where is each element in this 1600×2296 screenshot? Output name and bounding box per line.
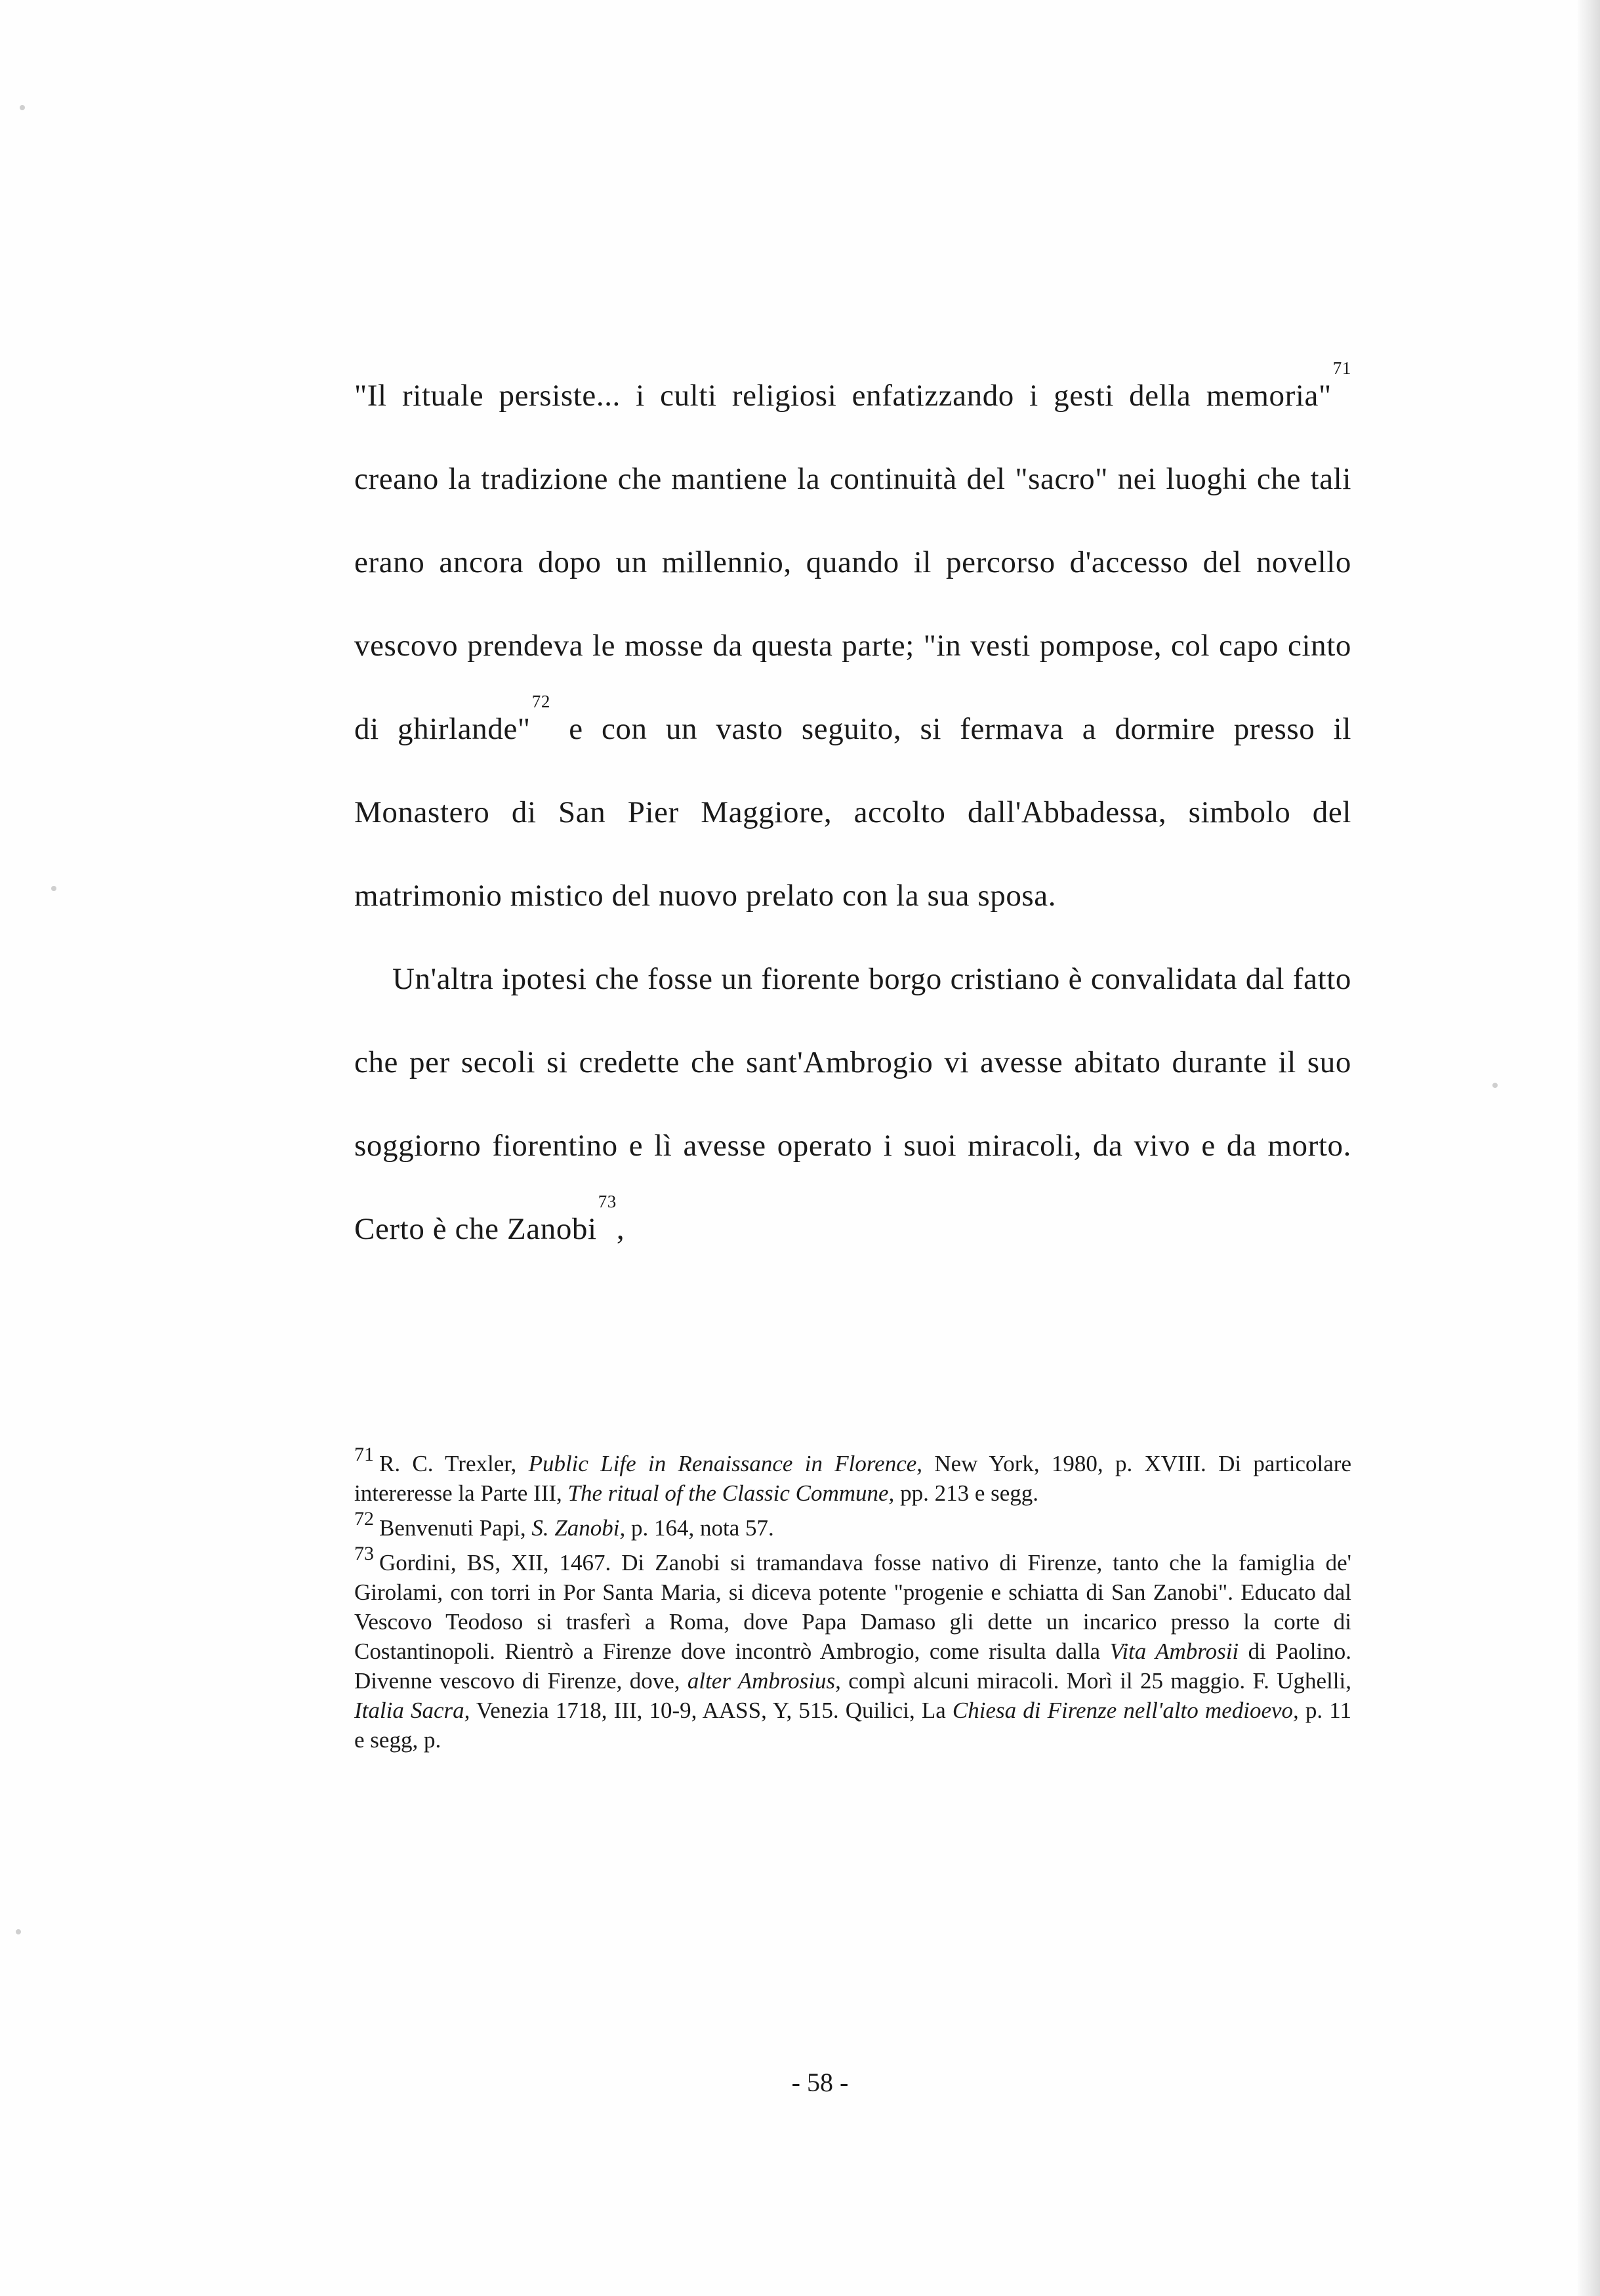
footnote-text: Benvenuti Papi, bbox=[379, 1515, 532, 1541]
paragraph-1 bbox=[354, 354, 1351, 938]
paragraph-2 bbox=[354, 938, 1351, 1271]
footnote-71 bbox=[354, 1444, 1351, 1508]
footnote-72 bbox=[354, 1508, 1351, 1543]
footnote-italic-title: Public Life in Renaissance in Florence, bbox=[528, 1451, 923, 1476]
footnote-italic-title: Italia Sacra, bbox=[354, 1698, 470, 1723]
page-number: - 58 - bbox=[791, 2068, 849, 2097]
footnote-text: R. C. Trexler, bbox=[379, 1451, 529, 1476]
paper-speck bbox=[1492, 1083, 1498, 1088]
footnote-text: p. 164, nota 57. bbox=[625, 1515, 774, 1541]
paragraph-2-text-a: Un'altra ipotesi che fosse un fiorente borgo cristiano è convalidata dal fatto che per secoli si credette che sant'Ambrogio vi avesse abitato durante il suo soggiorno fiorentino e lì avesse operato i suoi miracoli, da vivo e da morto. Certo è che Zanobi bbox=[354, 962, 1351, 1246]
footnote-italic-title: Vita Ambrosii bbox=[1109, 1639, 1239, 1664]
footnote-text: Gordini, BS, XII, 1467. Di Zanobi si tramandava fosse nativo di Firenze, tanto che la famiglia de' Girolami, con torri in Por Santa Maria, si diceva potente "progenie e schiatta di San Zanobi". Educato dal Vescovo Teodoso si trasferì a Roma, dove Papa Damaso gli dette un incarico presso la corte di Costantinopoli. Rientrò a Firenze dove incontrò Ambrogio, come risulta dalla bbox=[354, 1550, 1351, 1664]
paper-speck bbox=[51, 886, 56, 891]
paragraph-1-text-a: "Il rituale persiste... i culti religiosi enfatizzando i gesti della memoria" bbox=[354, 379, 1332, 413]
footnote-text: pp. 213 e segg. bbox=[894, 1480, 1039, 1506]
footnote-italic-title: The ritual of the Classic Commune, bbox=[567, 1480, 895, 1506]
body-text bbox=[354, 354, 1351, 1271]
footnote-text: New York, 1980, p. XVIII. Di particolare intereresse la Parte III, bbox=[354, 1451, 1351, 1506]
footnotes-section bbox=[354, 1444, 1352, 1760]
footnote-ref-71[interactable]: 71 bbox=[1332, 358, 1351, 378]
footnote-text: p. 11 e segg, p. bbox=[354, 1698, 1352, 1753]
paragraph-1-text-b: creano la tradizione che mantiene la continuità del "sacro" nei luoghi che tali erano ancora dopo un millennio, quando il percorso d'accesso del novello vescovo prendeva le mosse da questa parte; "in vesti pompose, col capo cinto di ghirlande" bbox=[354, 462, 1351, 746]
footnote-italic-title: Chiesa di Firenze nell'alto medioevo, bbox=[952, 1698, 1299, 1723]
paper-speck bbox=[20, 105, 25, 110]
footnote-text: di Paolino. Divenne vescovo di Firenze, dove, bbox=[354, 1639, 1351, 1694]
paragraph-1-text-c: e con un vasto seguito, si fermava a dormire presso il Monastero di San Pier Maggiore, accolto dall'Abbadessa, simbolo del matrimonio mistico del nuovo prelato con la sua sposa. bbox=[354, 712, 1351, 913]
paragraph-2-text-b: , bbox=[616, 1212, 625, 1246]
footnote-italic-title: S. Zanobi, bbox=[531, 1515, 626, 1541]
page-edge-shadow bbox=[1578, 0, 1600, 2296]
footnote-number: 71 bbox=[354, 1444, 374, 1465]
footnote-number: 73 bbox=[354, 1543, 374, 1564]
footnote-italic-title: alter Ambrosius, bbox=[687, 1668, 841, 1694]
paper-speck bbox=[16, 1929, 21, 1934]
footnote-73 bbox=[354, 1543, 1352, 1755]
footnote-text: Venezia 1718, III, 10-9, AASS, Y, 515. Quilici, La bbox=[470, 1698, 953, 1723]
footnote-number: 72 bbox=[354, 1508, 374, 1530]
footnote-ref-72[interactable]: 72 bbox=[531, 692, 550, 711]
footnote-ref-73[interactable]: 73 bbox=[598, 1192, 617, 1211]
footnote-text: compì alcuni miracoli. Morì il 25 maggio. F. Ughelli, bbox=[840, 1668, 1351, 1694]
